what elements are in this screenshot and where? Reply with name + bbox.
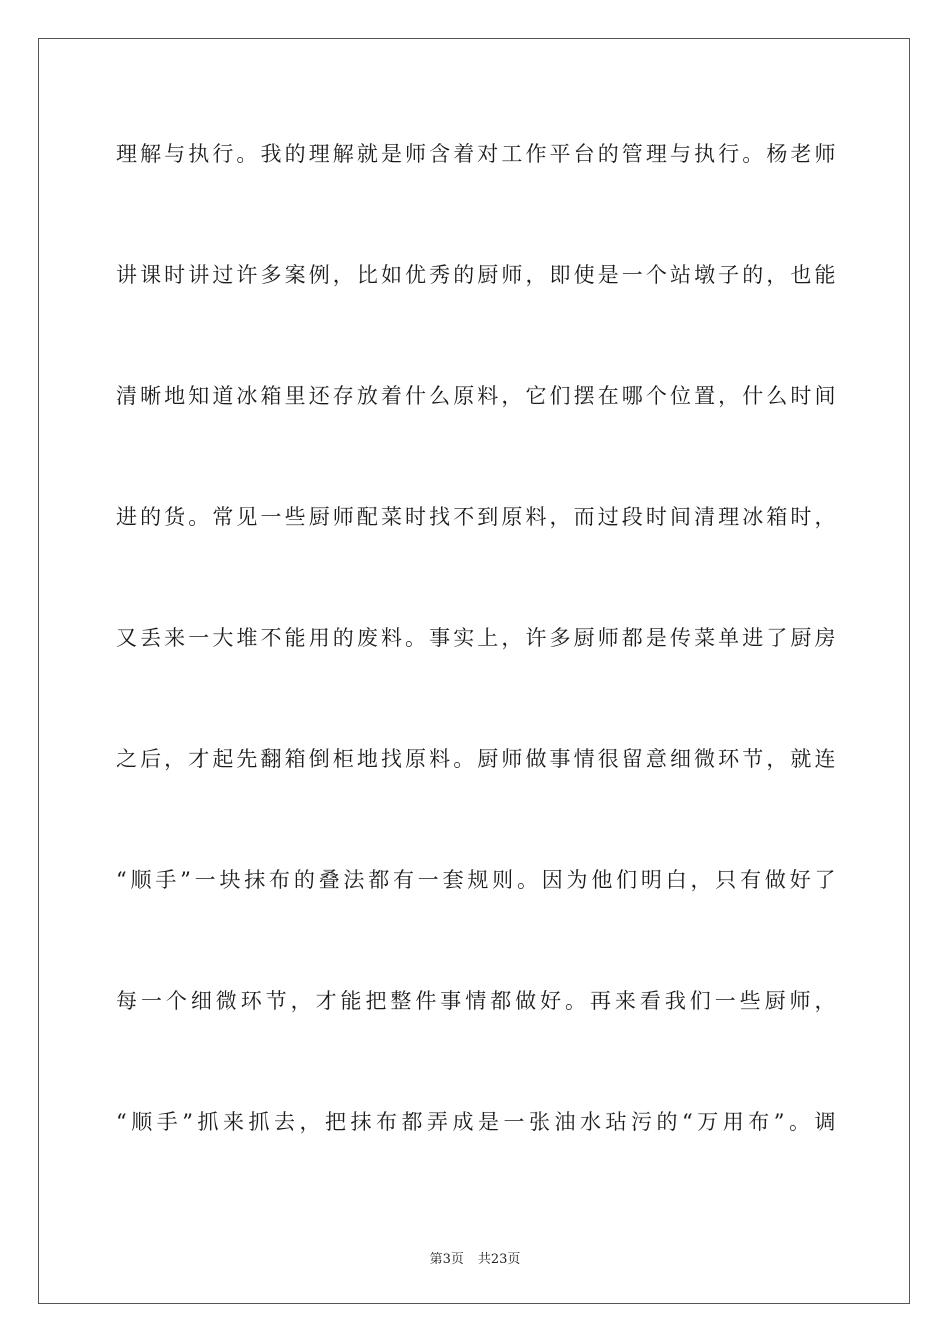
- page-total: 共23页: [477, 1252, 521, 1267]
- text-line: 又丢来一大堆不能用的废料。事实上，许多厨师都是传菜单进了厨房: [116, 626, 836, 650]
- text-line: 理解与执行。我的理解就是师含着对工作平台的管理与执行。杨老师: [116, 142, 836, 166]
- body-text: [116, 130, 836, 1219]
- page-number: 第3页: [429, 1252, 464, 1267]
- text-line: 进的货。常见一些厨师配菜时找不到原料，而过段时间清理冰箱时，: [116, 505, 836, 529]
- page-footer: [0, 1248, 950, 1267]
- text-line: 之后，才起先翻箱倒柜地找原料。厨师做事情很留意细微环节，就连: [116, 747, 836, 771]
- text-line: 清晰地知道冰箱里还存放着什么原料，它们摆在哪个位置，什么时间: [116, 384, 836, 408]
- text-line: 讲课时讲过许多案例，比如优秀的厨师，即使是一个站墩子的，也能: [116, 263, 836, 287]
- text-line: “顺手”抓来抓去，把抹布都弄成是一张油水玷污的“万用布”。调: [116, 1110, 836, 1134]
- text-line: “顺手”一块抹布的叠法都有一套规则。因为他们明白，只有做好了: [116, 868, 836, 892]
- text-line: 每一个细微环节，才能把整件事情都做好。再来看我们一些厨师，: [116, 989, 836, 1013]
